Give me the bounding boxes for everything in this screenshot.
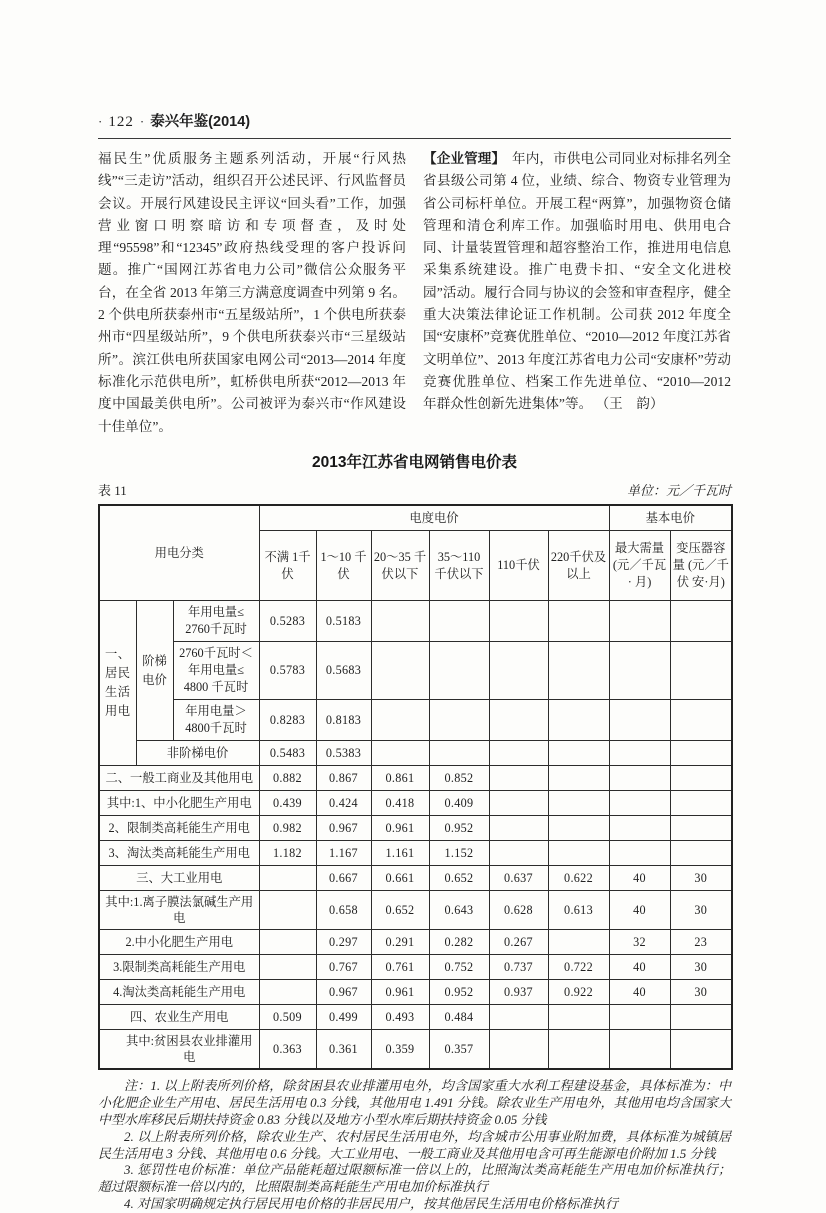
price-cell: 0.961 — [371, 980, 429, 1005]
price-cell: 40 — [609, 866, 670, 891]
price-cell — [670, 700, 732, 741]
right-text-column — [423, 148, 731, 438]
right-column-paragraph: 年内，市供电公司同业对标排名列全省县级公司第 4 位，业绩、综合、物资专业管理为省公司标杆单位。开展工程“两算”，加强物资仓储管理和清仓利库工作。加强临时用电、供用电合同、计量装置管理和超容整治工作，推进用电信息采集系统建设。推广电费卡扣、“安全文化进校园”活动。履行合同与协议的会签和审查程序，健全重大决策法律论证工作机制。公司获 2012 年度全国“安康杯”竞赛优胜单位、“2010—2012 年度江苏省文明单位”、2013 年度江苏省电力公司“安康杯”劳动竞赛优胜单位、档案工作先进单位、“2010—2012 年群众性创新先进集体”等。 — [423, 151, 732, 412]
header-col-under1kv: 不满 1千伏 — [259, 531, 316, 601]
table-row — [99, 642, 732, 700]
price-cell: 1.182 — [259, 841, 316, 866]
price-cell — [489, 791, 548, 816]
price-cell: 1.161 — [371, 841, 429, 866]
price-cell: 0.952 — [429, 816, 489, 841]
price-cell: 0.861 — [371, 766, 429, 791]
table-title: 2013年江苏省电网销售电价表 — [312, 453, 517, 471]
page-number: 122 — [108, 114, 134, 130]
price-cell: 0.867 — [316, 766, 371, 791]
price-cell: 0.922 — [548, 980, 609, 1005]
category-row-label: 其中:1、中小化肥生产用电 — [99, 791, 259, 816]
price-cell: 0.613 — [548, 891, 609, 930]
category-row-label: 三、大工业用电 — [99, 866, 259, 891]
table-note: 3. 惩罚性电价标准：单位产品能耗超过限额标准一倍以上的，比照淘汰类高耗能生产用电加价标准执行；超过限额标准一倍以内的，比照限制类高耗能生产用电加价标准执行 — [98, 1162, 731, 1195]
group-label-residential: 一、居民生活用电 — [99, 601, 136, 766]
header-col-220kv: 220千伏及 以上 — [548, 531, 609, 601]
price-cell: 0.509 — [259, 1005, 316, 1030]
price-cell: 0.5183 — [316, 601, 371, 642]
table-row — [99, 601, 732, 642]
price-cell — [670, 741, 732, 766]
price-cell: 0.652 — [371, 891, 429, 930]
price-cell — [489, 766, 548, 791]
price-cell: 0.852 — [429, 766, 489, 791]
price-cell: 32 — [609, 930, 670, 955]
price-cell — [609, 700, 670, 741]
price-cell — [609, 1005, 670, 1030]
table-header — [99, 505, 732, 601]
price-cell: 0.5483 — [259, 741, 316, 766]
price-cell — [609, 841, 670, 866]
price-cell: 0.297 — [316, 930, 371, 955]
price-cell — [489, 1030, 548, 1070]
price-cell — [548, 766, 609, 791]
price-cell — [489, 642, 548, 700]
price-cell — [670, 642, 732, 700]
table-notes — [98, 1078, 731, 1212]
price-cell — [670, 1005, 732, 1030]
price-cell — [548, 816, 609, 841]
table-row — [99, 891, 732, 930]
table-row — [99, 741, 732, 766]
price-cell: 30 — [670, 891, 732, 930]
category-row-label: 其中:贫困县农业排灌用电 — [99, 1030, 259, 1070]
price-cell — [371, 642, 429, 700]
category-row-label: 3、淘汰类高耗能生产用电 — [99, 841, 259, 866]
header-col-max-demand: 最大需量 (元／千瓦· 月) — [609, 531, 670, 601]
price-cell — [609, 816, 670, 841]
price-cell: 40 — [609, 980, 670, 1005]
table-body — [99, 601, 732, 1070]
price-cell — [259, 955, 316, 980]
tier-row-label: 年用电量＞ 4800千瓦时 — [173, 700, 259, 741]
table-row — [99, 866, 732, 891]
price-cell: 30 — [670, 866, 732, 891]
header-usage-class: 用电分类 — [99, 505, 259, 601]
price-cell: 40 — [609, 955, 670, 980]
header-col-1-10kv: 1～10 千伏 — [316, 531, 371, 601]
price-cell — [609, 601, 670, 642]
price-cell: 0.8283 — [259, 700, 316, 741]
price-cell: 0.439 — [259, 791, 316, 816]
price-cell: 0.359 — [371, 1030, 429, 1070]
price-cell: 0.424 — [316, 791, 371, 816]
price-cell — [548, 1005, 609, 1030]
price-cell: 0.418 — [371, 791, 429, 816]
price-cell — [548, 741, 609, 766]
category-row-label: 其中:1.离子膜法氯碱生产用电 — [99, 891, 259, 930]
price-cell: 23 — [670, 930, 732, 955]
price-cell: 0.499 — [316, 1005, 371, 1030]
category-row-label: 2.中小化肥生产用电 — [99, 930, 259, 955]
table-number: 表 11 — [98, 482, 127, 498]
price-cell — [429, 642, 489, 700]
table-meta-row — [98, 480, 731, 499]
table-row — [99, 700, 732, 741]
price-cell — [548, 930, 609, 955]
price-cell: 0.361 — [316, 1030, 371, 1070]
price-cell — [548, 700, 609, 741]
price-cell: 0.937 — [489, 980, 548, 1005]
price-cell: 0.637 — [489, 866, 548, 891]
header-col-transformer-capacity: 变压器容量 (元／千伏 安·月) — [670, 531, 732, 601]
left-column-paragraph: 福民生”优质服务主题系列活动，开展“行风热线”“三走访”活动，组织召开公述民评、行风监督员会议。开展行风建设民主评议“回头看”工作，加强营业窗口明察暗访和专项督查，及时处理“95598”和“12345”政府热线受理的客户投诉问题。推广“国网江苏省电力公司”微信公众服务平台，在全省 2013 年第三方满意度调查中列第 9 名。2 个供电所获泰州市“五星级站所”，1 个供电所获泰州市“四星级站所”，9 个供电所获泰兴市“三星级站所”。滨江供电所获国家电网公司“2013—2014 年度标准化示范供电所”，虹桥供电所获“2012—2013 年度中国最美供电所”。公司被评为泰兴市“作风建设十佳单位”。 — [98, 151, 406, 434]
price-cell: 0.291 — [371, 930, 429, 955]
tier-group-label: 阶梯电价 — [136, 601, 173, 741]
price-cell — [489, 700, 548, 741]
running-head — [98, 110, 731, 139]
price-cell: 0.409 — [429, 791, 489, 816]
price-cell: 0.484 — [429, 1005, 489, 1030]
price-cell: 0.761 — [371, 955, 429, 980]
category-row-label: 4.淘汰类高耗能生产用电 — [99, 980, 259, 1005]
header-col-20-35kv: 20～35 千伏以下 — [371, 531, 429, 601]
price-cell — [548, 1030, 609, 1070]
table-note: 注：1. 以上附表所列价格，除贫困县农业排灌用电外，均含国家重大水利工程建设基金，具体标准为：中小化肥企业生产用电、居民生活用电 0.3 分钱，其他用电 1.491 分钱。除农业生产用电外，其他用电均含国家大中型水库移民后期扶持资金 0.83 分钱以及地方小型水库后期扶持资金 0.05 分钱 — [98, 1078, 731, 1127]
price-cell: 30 — [670, 980, 732, 1005]
price-cell: 0.8183 — [316, 700, 371, 741]
price-cell: 30 — [670, 955, 732, 980]
price-cell: 0.882 — [259, 766, 316, 791]
price-cell — [259, 980, 316, 1005]
price-cell — [609, 791, 670, 816]
price-cell: 0.737 — [489, 955, 548, 980]
price-cell: 0.5783 — [259, 642, 316, 700]
price-cell: 0.767 — [316, 955, 371, 980]
tier-row-label: 2760千瓦时＜ 年用电量≤ 4800 千瓦时 — [173, 642, 259, 700]
price-cell: 0.622 — [548, 866, 609, 891]
price-cell: 0.282 — [429, 930, 489, 955]
table-row — [99, 1005, 732, 1030]
table-row — [99, 1030, 732, 1070]
price-cell: 0.5283 — [259, 601, 316, 642]
table-row — [99, 791, 732, 816]
price-cell — [548, 642, 609, 700]
price-cell: 0.661 — [371, 866, 429, 891]
price-cell — [429, 741, 489, 766]
price-cell: 0.493 — [371, 1005, 429, 1030]
price-cell: 0.363 — [259, 1030, 316, 1070]
price-cell — [609, 741, 670, 766]
price-cell: 40 — [609, 891, 670, 930]
price-cell — [670, 791, 732, 816]
price-cell — [670, 1030, 732, 1070]
price-cell — [548, 791, 609, 816]
price-cell — [489, 741, 548, 766]
price-cell: 0.667 — [316, 866, 371, 891]
non-tier-row-label: 非阶梯电价 — [136, 741, 259, 766]
table-row — [99, 980, 732, 1005]
header-basic-price-group: 基本电价 — [609, 505, 732, 531]
table-row — [99, 766, 732, 791]
price-cell: 1.167 — [316, 841, 371, 866]
price-cell: 0.982 — [259, 816, 316, 841]
price-cell: 0.752 — [429, 955, 489, 980]
price-cell — [371, 601, 429, 642]
price-cell — [429, 700, 489, 741]
table-unit: 单位：元／千瓦时 — [626, 482, 731, 498]
price-cell: 0.722 — [548, 955, 609, 980]
price-cell — [670, 601, 732, 642]
dot-separator: · — [98, 114, 103, 129]
category-row-label: 3.限制类高耗能生产用电 — [99, 955, 259, 980]
price-cell: 0.5383 — [316, 741, 371, 766]
left-text-column — [98, 148, 406, 438]
body-text-columns — [98, 148, 731, 438]
category-row-label: 2、限制类高耗能生产用电 — [99, 816, 259, 841]
price-cell — [670, 766, 732, 791]
table-row — [99, 955, 732, 980]
price-cell: 0.952 — [429, 980, 489, 1005]
price-cell: 0.967 — [316, 816, 371, 841]
price-cell: 0.267 — [489, 930, 548, 955]
tier-row-label: 年用电量≤ 2760千瓦时 — [173, 601, 259, 642]
price-cell: 0.5683 — [316, 642, 371, 700]
price-cell: 0.961 — [371, 816, 429, 841]
header-col-110kv: 110千伏 — [489, 531, 548, 601]
author-byline: （王 韵） — [595, 396, 664, 412]
price-cell: 0.628 — [489, 891, 548, 930]
table-note: 2. 以上附表所列价格，除农业生产、农村居民生活用电外，均含城市公用事业附加费，具体标准为城镇居民生活用电 3 分钱、其他用电 0.6 分钱。大工业用电、一般工商业及其他用电含可再生能源电价附加 1.5 分钱 — [98, 1128, 731, 1161]
price-cell — [489, 1005, 548, 1030]
header-col-35-110kv: 35～110 千伏以下 — [429, 531, 489, 601]
price-cell — [670, 816, 732, 841]
electricity-price-table — [98, 504, 733, 1071]
price-cell — [609, 642, 670, 700]
price-cell: 0.357 — [429, 1030, 489, 1070]
price-cell — [259, 866, 316, 891]
price-cell: 0.967 — [316, 980, 371, 1005]
price-cell — [489, 816, 548, 841]
price-cell — [259, 930, 316, 955]
entry-heading: 【企业管理】 — [423, 151, 499, 166]
page-content — [98, 110, 731, 1213]
price-cell — [489, 841, 548, 866]
price-cell — [609, 1030, 670, 1070]
price-cell — [548, 841, 609, 866]
header-energy-price-group: 电度电价 — [259, 505, 609, 531]
price-cell — [670, 841, 732, 866]
dot-separator: · — [139, 114, 145, 129]
book-title: 泰兴年鉴(2014) — [150, 114, 251, 130]
category-row-label: 二、一般工商业及其他用电 — [99, 766, 259, 791]
table-row — [99, 816, 732, 841]
category-row-label: 四、农业生产用电 — [99, 1005, 259, 1030]
price-cell — [429, 601, 489, 642]
price-cell — [371, 741, 429, 766]
table-row — [99, 841, 732, 866]
table-note: 4. 对国家明确规定执行居民用电价格的非居民用户，按其他居民生活用电价格标准执行 — [124, 1195, 619, 1211]
price-cell: 0.658 — [316, 891, 371, 930]
price-cell — [371, 700, 429, 741]
price-cell — [489, 601, 548, 642]
table-row — [99, 930, 732, 955]
price-cell: 0.643 — [429, 891, 489, 930]
price-cell: 1.152 — [429, 841, 489, 866]
price-cell: 0.652 — [429, 866, 489, 891]
price-cell — [548, 601, 609, 642]
price-cell — [259, 891, 316, 930]
price-cell — [609, 766, 670, 791]
